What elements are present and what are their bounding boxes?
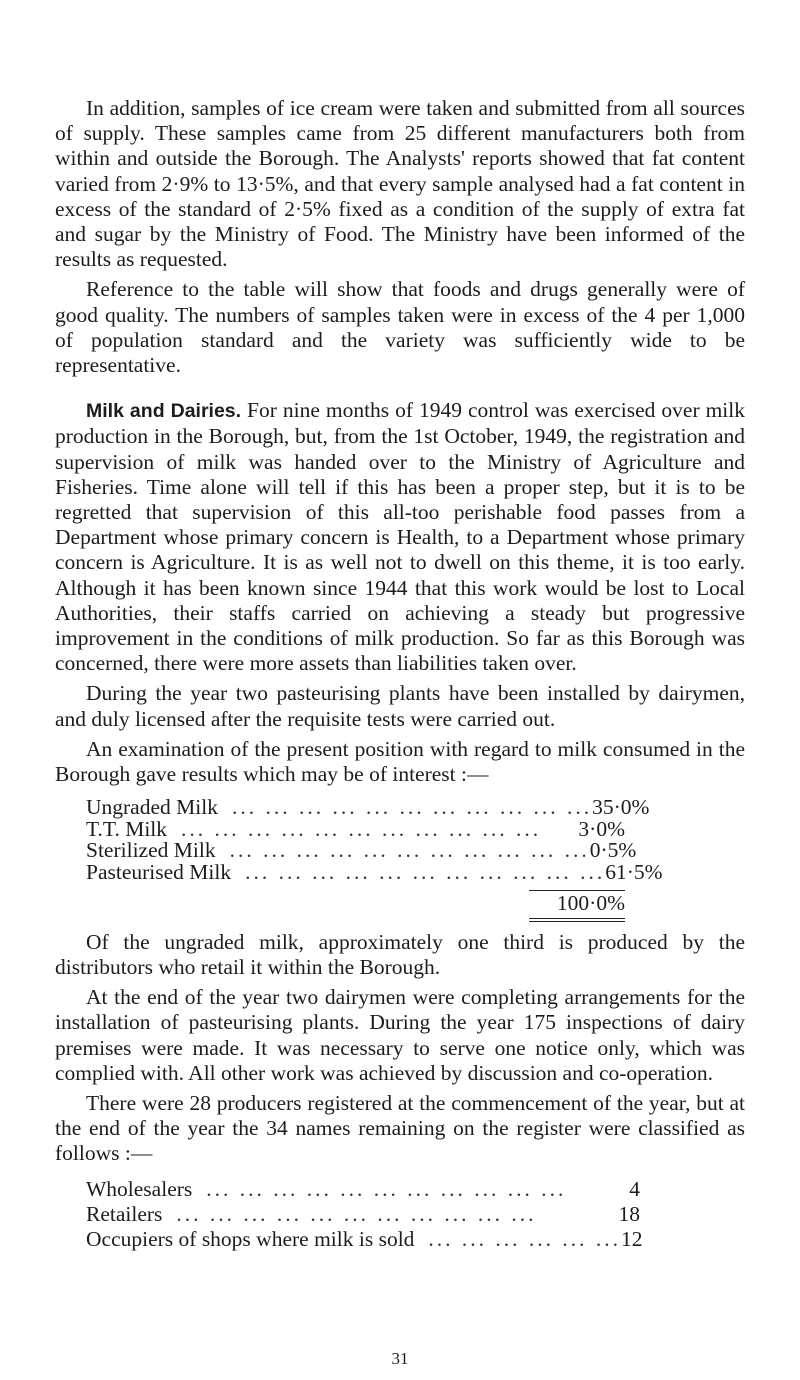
paragraph-producers: There were 28 producers registered at the commencement of the year, but at the end of the year the 34 names remaining on the register were classified as follows :— [55,1091,745,1166]
row-value: 4 [629,1176,640,1201]
row-value: 0·5% [589,838,637,863]
paragraph-milk-dairies-body: For nine months of 1949 control was exercised over milk production in the Borough, but, from the 1st October, 1949, the registration and supervision of milk was handed over to the Ministry of Agriculture and Fisheries. Time alone will tell if this has been a proper step, but it is to be regretted that supervision of this all-too perishable food passes from a Department whose primary concern is Health, to a Department whose primary concern is Agriculture. It is as well not to dwell on this theme, it is too early. Although it has been known since 1944 that this work would be lost to Local Authorities, their staffs carried on achieving a steady but progressive improvement in the conditions of milk production. So far as this Borough was concerned, there were more assets than liabilities taken over. [55,398,745,676]
row-label: Retailers [86,1201,163,1226]
table-row [86,838,637,863]
row-value: 61·5% [605,859,663,884]
paragraph-food-quality: Reference to the table will show that foods and drugs generally were of good quality. The numbers of samples taken were in excess of the 4 per 1,000 of population standard and the variety was sufficiently wide to be representative. [55,277,745,378]
row-label: Occupiers of shops where milk is sold [86,1226,415,1251]
paragraph-ice-cream: In addition, samples of ice cream were taken and submitted from all sources of supply. These samples came from 25 different manufacturers both from within and outside the Borough. The Analysts' reports showed that fat content varied from 2·9% to 13·5%, and that every sample analysed had a fat content in excess of the standard of 2·5% fixed as a condition of the supply of extra fat and sugar by the Ministry of Food. The Ministry have been informed of the results as requested. [55,96,745,272]
leader-dots: ... ... ... ... ... ... ... ... ... ... ... [206,1176,567,1201]
table-row [86,859,663,884]
table-row [86,795,650,820]
leader-dots: ... ... ... ... ... ... ... ... ... ... ... [229,838,590,863]
paragraph-pasteurising-plants: During the year two pasteurising plants have been installed by dairymen, and duly licensed after the requisite tests were carried out. [55,681,745,731]
row-value: 3·0% [578,816,625,841]
row-label: Ungraded Milk [86,795,218,820]
text-column [55,96,745,1252]
leader-dots: ... ... ... ... ... ... ... ... ... ... ... [245,859,606,884]
paragraph-examination: An examination of the present position with regard to milk consumed in the Borough gave results which may be of interest :— [55,736,745,787]
table-row [86,1226,643,1252]
register-classification-table [86,1176,643,1252]
leader-dots: ... ... ... ... ... ... [428,1226,622,1251]
table-row [86,1177,640,1202]
row-label: T.T. Milk [86,816,168,841]
table-total-row [86,890,625,922]
paragraph-ungraded-milk: Of the ungraded milk, approximately one third is produced by the distributors who retail it within the Borough. [55,929,745,979]
table-row [86,816,625,841]
milk-consumption-table [86,795,663,922]
row-label: Wholesalers [86,1176,193,1201]
page-number: 31 [391,1349,409,1368]
leader-dots: ... ... ... ... ... ... ... ... ... ... ... [176,1201,537,1226]
row-value: 35·0% [592,795,650,820]
leader-dots: ... ... ... ... ... ... ... ... ... ... ... [231,795,593,820]
table-row [86,1202,640,1227]
table-total: 100·0% [529,890,625,922]
row-label: Pasteurised Milk [86,859,232,884]
leader-dots: ... ... ... ... ... ... ... ... ... ... ... [181,816,542,841]
row-label: Sterilized Milk [86,838,216,863]
row-value: 12 [621,1226,643,1251]
row-value: 18 [618,1201,640,1226]
paragraph-milk-dairies [55,398,745,676]
paragraph-inspections: At the end of the year two dairymen were completing arrangements for the installation of pasteurising plants. During the year 175 inspections of dairy premises were made. It was necessary to serve one notice only, which was complied with. All other work was achieved by discussion and co-operation. [55,985,745,1085]
section-heading-milk-dairies: Milk and Dairies. [86,400,242,423]
